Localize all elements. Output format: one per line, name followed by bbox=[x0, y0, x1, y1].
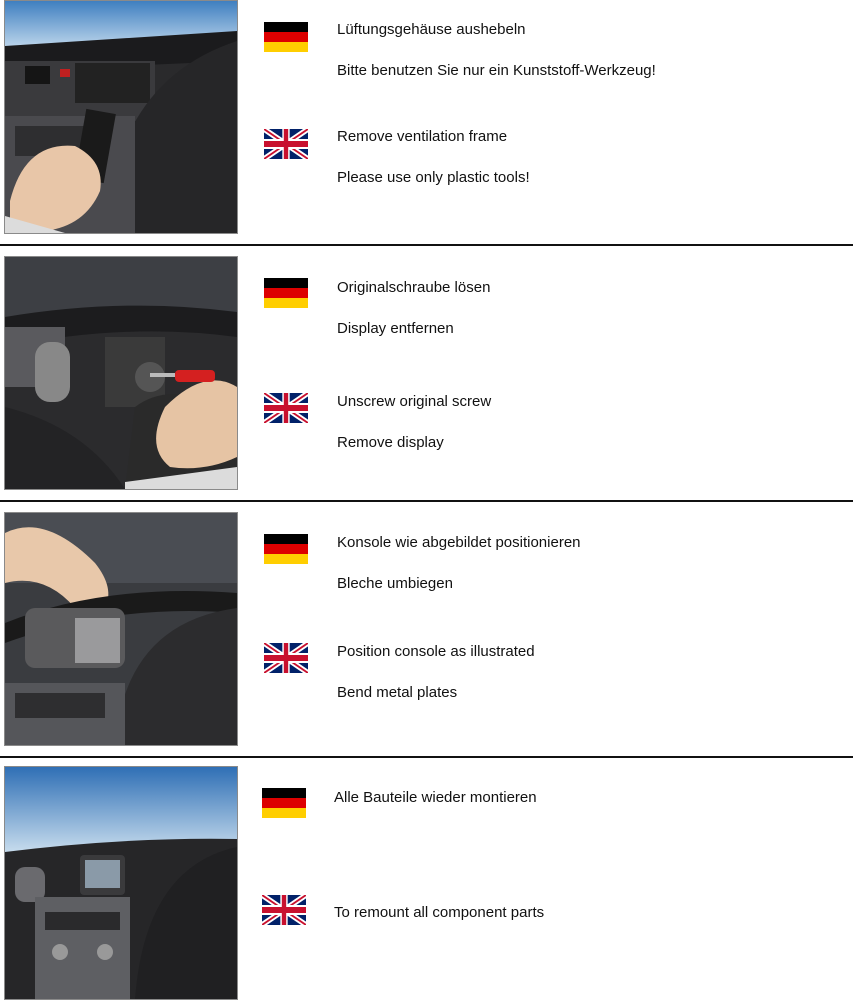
en-instruction-1: Remove ventilation frame bbox=[337, 128, 508, 145]
en-instruction-2: Please use only plastic tools! bbox=[337, 169, 530, 186]
unscrew-original-screw-photo bbox=[4, 256, 238, 490]
step-2 bbox=[0, 256, 853, 500]
de-instruction-1: Konsole wie abgebildet positionieren bbox=[337, 534, 581, 551]
remount-parts-photo bbox=[4, 766, 238, 1000]
de-instruction-2: Bitte benutzen Sie nur ein Kunststoff-Werkzeug! bbox=[337, 62, 656, 79]
uk-flag-icon bbox=[264, 643, 308, 673]
en-instruction-1: Unscrew original screw bbox=[337, 393, 492, 410]
de-instruction-1: Lüftungsgehäuse aushebeln bbox=[337, 21, 526, 38]
step-divider bbox=[0, 756, 853, 758]
de-instruction-2: Bleche umbiegen bbox=[337, 575, 453, 592]
de-instruction-1: Alle Bauteile wieder montieren bbox=[334, 789, 537, 806]
step-divider bbox=[0, 500, 853, 502]
step-3 bbox=[0, 512, 853, 756]
en-instruction-2: Remove display bbox=[337, 434, 444, 451]
en-instruction-1: To remount all component parts bbox=[334, 904, 545, 921]
en-instruction-1: Position console as illustrated bbox=[337, 643, 535, 660]
de-instruction-1: Originalschraube lösen bbox=[337, 279, 491, 296]
remove-ventilation-frame-photo bbox=[4, 0, 238, 234]
de-instruction-2: Display entfernen bbox=[337, 320, 454, 337]
uk-flag-icon bbox=[264, 393, 308, 423]
german-flag-icon bbox=[264, 534, 308, 564]
step-1 bbox=[0, 0, 853, 244]
uk-flag-icon bbox=[264, 129, 308, 159]
step-divider bbox=[0, 244, 853, 246]
en-instruction-2: Bend metal plates bbox=[337, 684, 458, 701]
german-flag-icon bbox=[262, 788, 306, 818]
german-flag-icon bbox=[264, 278, 308, 308]
step-4 bbox=[0, 766, 853, 1000]
german-flag-icon bbox=[264, 22, 308, 52]
uk-flag-icon bbox=[262, 895, 306, 925]
position-console-photo bbox=[4, 512, 238, 746]
